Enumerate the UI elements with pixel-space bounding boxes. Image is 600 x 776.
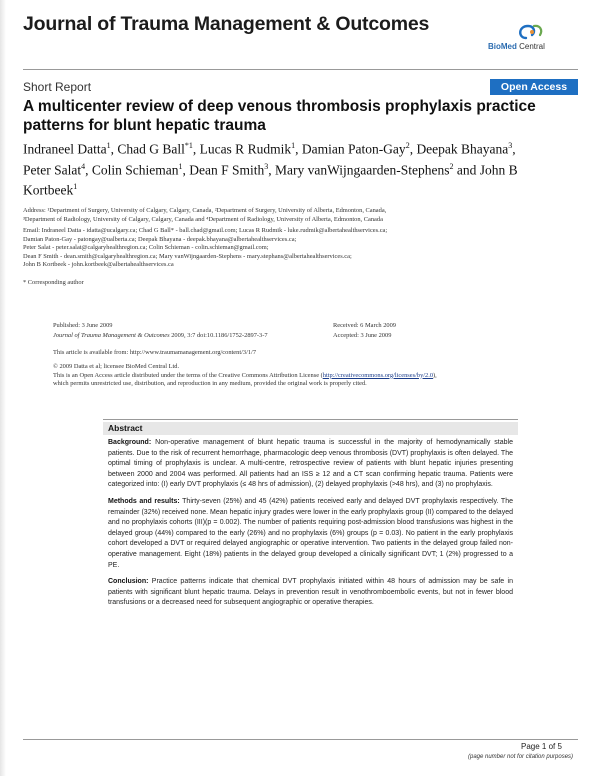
open-access-badge: Open Access bbox=[490, 79, 578, 95]
address-line: ³Department of Radiology, University of Calgary, Calgary, Canada and ⁴Department of Radiology, University of Alberta, Edmonton, Canada bbox=[23, 215, 383, 223]
article-type: Short Report bbox=[23, 80, 92, 94]
copyright-notice bbox=[53, 363, 553, 389]
author-affiliation: *1 bbox=[184, 141, 193, 150]
citation bbox=[53, 332, 343, 341]
author-affiliation: 1 bbox=[178, 161, 183, 171]
citation-journal: Journal of Trauma Management & Outcomes bbox=[53, 332, 170, 340]
author-affiliation: 1 bbox=[106, 141, 111, 150]
author-affiliation: 3 bbox=[264, 161, 269, 171]
author-name: Damian Paton-Gay bbox=[301, 141, 406, 157]
section-text: Non-operative management of blunt hepatic trauma is successful in the majority of hemodynamically stable patients. Due to the risk of recurrent hemorrhage, pharmacologic deep venous thrombosis (DVT) prophylaxis is often delayed. The optimal timing of prophylaxis is unclear. A multi-centre, retrospective review of patients with blunt hepatic injuries presenting between 2000 and 2004 was performed. All patients had an ISS ≥ 12 and a CT scan confirming hepatic trauma. Patients were categorized into: (I) early DVT prophylaxis (≤ 48 hrs of admission), (2) delayed prophylaxis (>48 hrs), and (3) no prophylaxis. bbox=[108, 439, 513, 489]
citation-details: 2009, 3:7 doi:10.1186/1752-2897-3-7 bbox=[169, 332, 268, 340]
received-date: Received: 6 March 2009 bbox=[333, 322, 396, 329]
license-link[interactable]: http://creativecommons.org/licenses/by/2.0 bbox=[322, 371, 434, 379]
abstract-heading: Abstract bbox=[103, 422, 518, 435]
author-name: Indraneel Datta bbox=[23, 141, 107, 157]
section-text: Practice patterns indicate that chemical DVT prophylaxis initiated within 48 hours of admission may be safe in patients with significant blunt hepatic trauma. Delays in prevention result in venothromboembolic events, but not in fewer blood transfusions or a decreased need for subsequent angiographic or operative therapies. bbox=[108, 578, 513, 607]
license-text-end: ), bbox=[433, 371, 437, 379]
publication-info bbox=[53, 322, 343, 343]
biomed-central-logo[interactable] bbox=[488, 22, 578, 58]
email-line[interactable]: John B Kortbeek - john.kortbeek@albertahealthservices.ca bbox=[23, 261, 174, 269]
page-edge bbox=[0, 0, 6, 776]
published-date: Published: 3 June 2009 bbox=[53, 322, 113, 329]
affiliations bbox=[23, 207, 578, 224]
email-line[interactable]: Email: Indraneel Datta - idatta@ucalgary.ca; Chad G Ball* - ball.chad@gmail.com; Lucas R Rudmik - luke.rudmik@albertahealthservices.ca; bbox=[23, 227, 388, 234]
author-name: Deepak Bhayana bbox=[416, 141, 509, 157]
email-line[interactable]: Damian Paton-Gay - patongay@ualberta.ca; Deepak Bhayana - deepak.bhayana@albertahealthservices.ca; bbox=[23, 235, 297, 243]
abstract-background bbox=[108, 438, 513, 491]
biomed-brand: BioMed bbox=[488, 42, 517, 51]
biomed-logo-text bbox=[488, 42, 545, 51]
license-line bbox=[53, 372, 553, 381]
article-url[interactable]: This article is available from: http://www.traumamanagement.org/content/3/1/7 bbox=[53, 349, 257, 356]
author-affiliation: 3 bbox=[508, 141, 513, 150]
biomed-suffix: Central bbox=[516, 42, 545, 51]
author-name: Lucas R Rudmik bbox=[199, 141, 292, 157]
license-text: This is an Open Access article distributed under the terms of the Creative Commons Attribution License ( bbox=[53, 371, 323, 379]
author-name: Chad G Ball bbox=[117, 141, 185, 157]
page-number: Page 1 of 5 bbox=[521, 742, 562, 751]
email-line[interactable]: Peter Salat - peter.salat@calgaryhealthregion.ca; Colin Schieman - colin.schieman@gmail.com; bbox=[23, 244, 269, 252]
author-name: Colin Schieman bbox=[91, 162, 179, 177]
abstract-body bbox=[108, 438, 513, 615]
section-label: Background: bbox=[108, 439, 152, 446]
section-text: Thirty-seven (25%) and 45 (42%) patients received early and delayed DVT prophylaxis respectively. The remainder (32%) received none. Mean hepatic injury grades were lower in the early prophylaxis group (II) compared to the delayed and no prophylaxis cohorts (III)(p = 0.002). The number of patients requiring post-admission blood transfusions was highest in the delayed group (44%) compared to the early (26%) and no prophylaxis (6%) groups (p = 0.03). No patient in the early prophylaxis cohort developed a DVT or required delayed angiographic or operative intervention. Two patients in the delayed group failed non-operative management. Eight (18%) patients in the delayed group developed a clinically significant DVT; 1 (2%) progressed to a PE. bbox=[108, 497, 513, 569]
section-label: Conclusion: bbox=[108, 578, 149, 586]
abstract-methods-results bbox=[108, 497, 513, 571]
page-number-note: (page number not for citation purposes) bbox=[468, 754, 574, 760]
abstract-box bbox=[103, 419, 518, 721]
journal-title: Journal of Trauma Management & Outcomes bbox=[23, 13, 430, 35]
author-affiliation: 2 bbox=[405, 141, 410, 150]
header-divider bbox=[23, 69, 578, 70]
author-emails bbox=[23, 227, 523, 270]
article-title: A multicenter review of deep venous thrombosis prophylaxis practice patterns for blunt hepatic trauma bbox=[23, 98, 536, 134]
author-name: John B Kortbeek bbox=[23, 162, 518, 198]
abstract-conclusion bbox=[108, 577, 513, 609]
section-label: Methods and results: bbox=[108, 497, 180, 505]
copyright-line: © 2009 Datta et al; licensee BioMed Central Ltd. bbox=[53, 363, 180, 370]
address-line: Address: ¹Department of Surgery, University of Calgary, Calgary, Canada, ²Department of Surgery, University of Alberta, Edmonton, Canada, bbox=[23, 207, 387, 214]
author-affiliation: 1 bbox=[73, 182, 78, 191]
email-line[interactable]: Dean F Smith - dean.smith@calgaryhealthregion.ca; Mary vanWijngaarden-Stephens - mary.stephans@albertahealthservices.ca; bbox=[23, 252, 352, 260]
author-name: Mary vanWijngaarden-Stephens bbox=[275, 162, 450, 177]
biomed-swirl-icon bbox=[488, 22, 578, 42]
footer-divider bbox=[23, 739, 578, 740]
author-affiliation: 1 bbox=[291, 141, 296, 150]
license-terms: which permits unrestricted use, distribution, and reproduction in any medium, provided the original work is properly cited. bbox=[53, 380, 367, 388]
history-dates bbox=[333, 322, 533, 343]
author-list: Indraneel Datta$^1$, Chad G Ball$^{*1}$, Lucas R Rudmik$^1$, Damian Paton-Gay$^2$, Deepak Bhayana$^3$, Peter Salat$^4$, Colin Schieman$^1$, Dean F Smith$^3$, Mary vanWijngaarden-Stephens$^2$ and John B Kortbeek$^1$ bbox=[23, 141, 518, 198]
author-affiliation: 4 bbox=[81, 161, 86, 171]
author-name: Peter Salat bbox=[23, 162, 82, 177]
author-name: Dean F Smith bbox=[189, 162, 265, 177]
accepted-date: Accepted: 3 June 2009 bbox=[333, 332, 392, 340]
corresponding-author-note: * Corresponding author bbox=[23, 279, 84, 286]
author-affiliation: 2 bbox=[449, 161, 454, 171]
